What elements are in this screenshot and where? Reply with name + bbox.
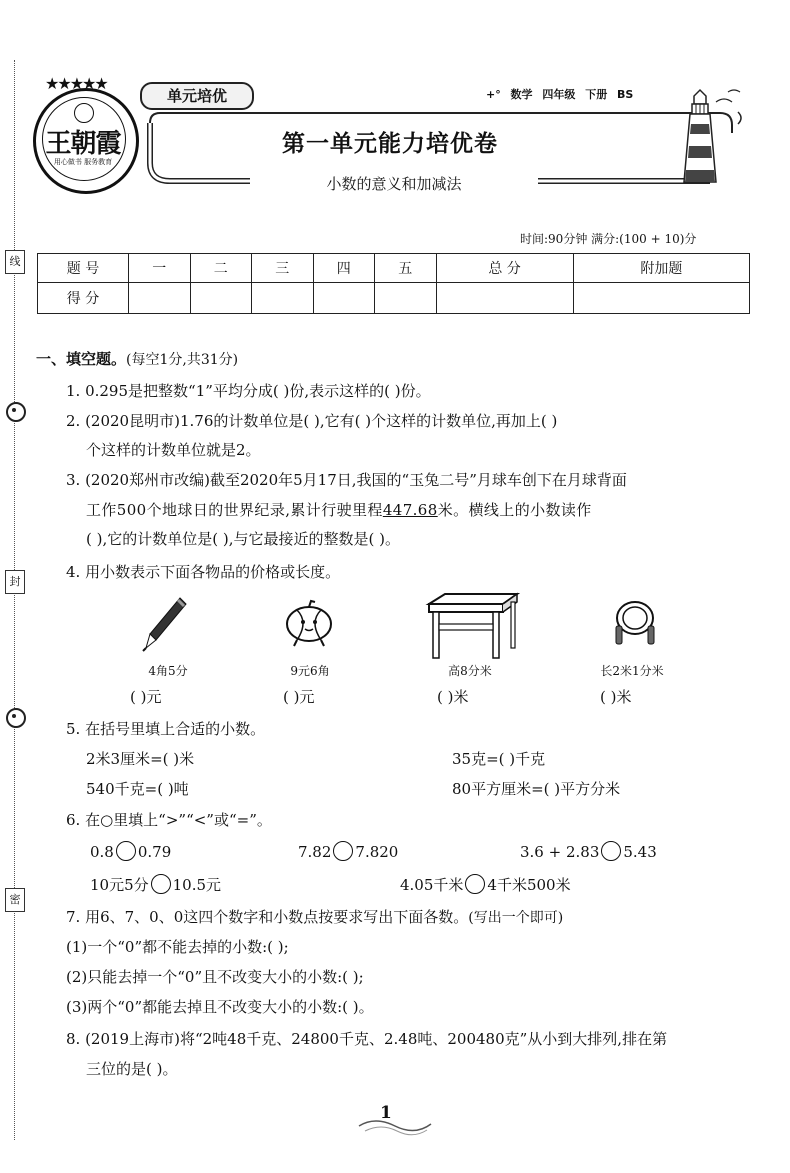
q6-item: [400, 874, 571, 895]
face-icon: [74, 103, 94, 123]
q4-answer[interactable]: ( )元: [283, 688, 315, 706]
q4-label: 长2米1分米: [600, 664, 664, 678]
table-header: 附加题: [573, 254, 749, 283]
table-header: 三: [252, 254, 314, 283]
wave-ornament-icon: [355, 1112, 435, 1136]
q5-item[interactable]: 35克=( )千克: [452, 750, 546, 768]
q7-text: 7. 用6、7、0、0这四个数字和小数点按要求写出下面各数。: [66, 908, 469, 926]
q5-item[interactable]: 540千克=( )吨: [86, 780, 189, 798]
q6-right: 0.79: [137, 843, 172, 861]
section-heading: 一、填空题。: [36, 350, 127, 368]
section-title: [36, 348, 238, 369]
score-cell[interactable]: [375, 283, 437, 314]
q6-item: [90, 841, 171, 861]
unit-badge: 单元培优: [140, 82, 254, 110]
logo-slogan: 用心做书 服务教育: [53, 158, 113, 166]
q6-item: [298, 841, 398, 861]
q6-left: 7.82: [298, 843, 332, 861]
table-header: 五: [375, 254, 437, 283]
q7-item[interactable]: (1)一个“0”都不能去掉的小数:( );: [66, 938, 289, 956]
page-title: 第一单元能力培优卷: [282, 131, 498, 157]
table-header: 四: [313, 254, 375, 283]
logo-brand: 王朝霞: [45, 129, 121, 159]
q6-item: [90, 874, 221, 895]
binding-hole-icon: [6, 402, 26, 422]
q6-right: 4千米500米: [487, 876, 571, 894]
question-2: 2. (2020昆明市)1.76的计数单位是( ),它有( )个这样的计数单位,再加上( ): [66, 412, 558, 430]
compare-circle[interactable]: [465, 874, 485, 894]
question-8: 8. (2019上海市)将“2吨48千克、24800千克、2.48吨、200480克”从小到大排列,排在第: [66, 1030, 668, 1048]
stars-icon: ★★★★★: [45, 74, 107, 93]
page-number: 1: [380, 1103, 392, 1123]
question-3: 3. (2020郑州市改编)截至2020年5月17日,我国的“玉兔二号”月球车创下在月球背面: [66, 471, 627, 489]
q4-label: 4角5分: [148, 664, 188, 678]
q3-text-pre: 工作500个地球日的世界纪录,累计行驶里程: [86, 501, 383, 519]
score-cell[interactable]: [252, 283, 314, 314]
q7-note: (写出一个即可): [468, 910, 564, 926]
grade-info: +° 数学 四年级 下册 BS: [486, 88, 634, 101]
margin-tag-seal: 封: [5, 570, 25, 594]
q3-underlined-number: 447.68: [382, 501, 438, 519]
question-6: 6. 在○里填上“>”“<”或“=”。: [66, 811, 272, 829]
desk-icon: [425, 590, 520, 660]
q4-label: 高8分米: [448, 664, 492, 678]
table-header: 二: [190, 254, 252, 283]
score-cell[interactable]: [129, 283, 191, 314]
q7-item[interactable]: (3)两个“0”都能去掉且不改变大小的小数:( )。: [66, 998, 374, 1016]
q4-answer[interactable]: ( )米: [600, 688, 632, 706]
table-header: 题 号: [38, 254, 129, 283]
q6-right: 7.820: [355, 843, 399, 861]
q7-item[interactable]: (2)只能去掉一个“0”且不改变大小的小数:( );: [66, 968, 364, 986]
question-2-cont: 个这样的计数单位就是2。: [86, 441, 261, 459]
question-4: 4. 用小数表示下面各物品的价格或长度。: [66, 563, 341, 581]
table-header: 总 分: [436, 254, 573, 283]
exam-info: 时间:90分钟 满分:(100 + 10)分: [520, 232, 697, 246]
binding-hole-icon: [6, 708, 26, 728]
q6-left: 4.05千米: [400, 876, 464, 894]
compare-circle[interactable]: [116, 841, 136, 861]
compare-circle[interactable]: [151, 874, 171, 894]
question-3-cont: [86, 499, 592, 520]
score-cell[interactable]: [313, 283, 375, 314]
q5-item[interactable]: 80平方厘米=( )平方分米: [452, 780, 621, 798]
question-3-blanks: ( ),它的计数单位是( ),与它最接近的整数是( )。: [86, 530, 400, 548]
pumpkin-icon: [283, 598, 335, 648]
compare-circle[interactable]: [601, 841, 621, 861]
question-8-cont[interactable]: 三位的是( )。: [86, 1060, 178, 1078]
section-note: (每空1分,共31分): [126, 352, 239, 368]
jump-rope-icon: [608, 598, 663, 648]
q4-label: 9元6角: [290, 664, 330, 678]
q3-text-post: 米。横线上的小数读作: [437, 501, 592, 519]
question-7: [66, 906, 563, 927]
margin-tag-line: 线: [5, 250, 25, 274]
score-cell[interactable]: [436, 283, 573, 314]
question-5: 5. 在括号里填上合适的小数。: [66, 720, 266, 738]
pen-icon: [140, 596, 190, 654]
page-subtitle: 小数的意义和加减法: [250, 173, 538, 194]
q6-right: 10.5元: [172, 876, 222, 894]
q4-answer[interactable]: ( )元: [130, 688, 162, 706]
q5-item[interactable]: 2米3厘米=( )米: [86, 750, 195, 768]
table-header: 一: [129, 254, 191, 283]
lighthouse-icon: [672, 82, 752, 192]
compare-circle[interactable]: [333, 841, 353, 861]
score-cell[interactable]: [573, 283, 749, 314]
q6-left: 10元5分: [90, 876, 149, 894]
margin-tag-secret: 密: [5, 888, 25, 912]
q6-left: 3.6 + 2.83: [520, 843, 600, 861]
binding-line: [14, 60, 15, 1140]
score-table: [37, 253, 750, 314]
q6-item: [520, 841, 657, 861]
q6-right: 5.43: [623, 843, 657, 861]
q4-answer[interactable]: ( )米: [437, 688, 469, 706]
table-row-label: 得 分: [38, 283, 129, 314]
question-1: 1. 0.295是把整数“1”平均分成( )份,表示这样的( )份。: [66, 382, 431, 400]
q6-left: 0.8: [90, 843, 114, 861]
score-cell[interactable]: [190, 283, 252, 314]
